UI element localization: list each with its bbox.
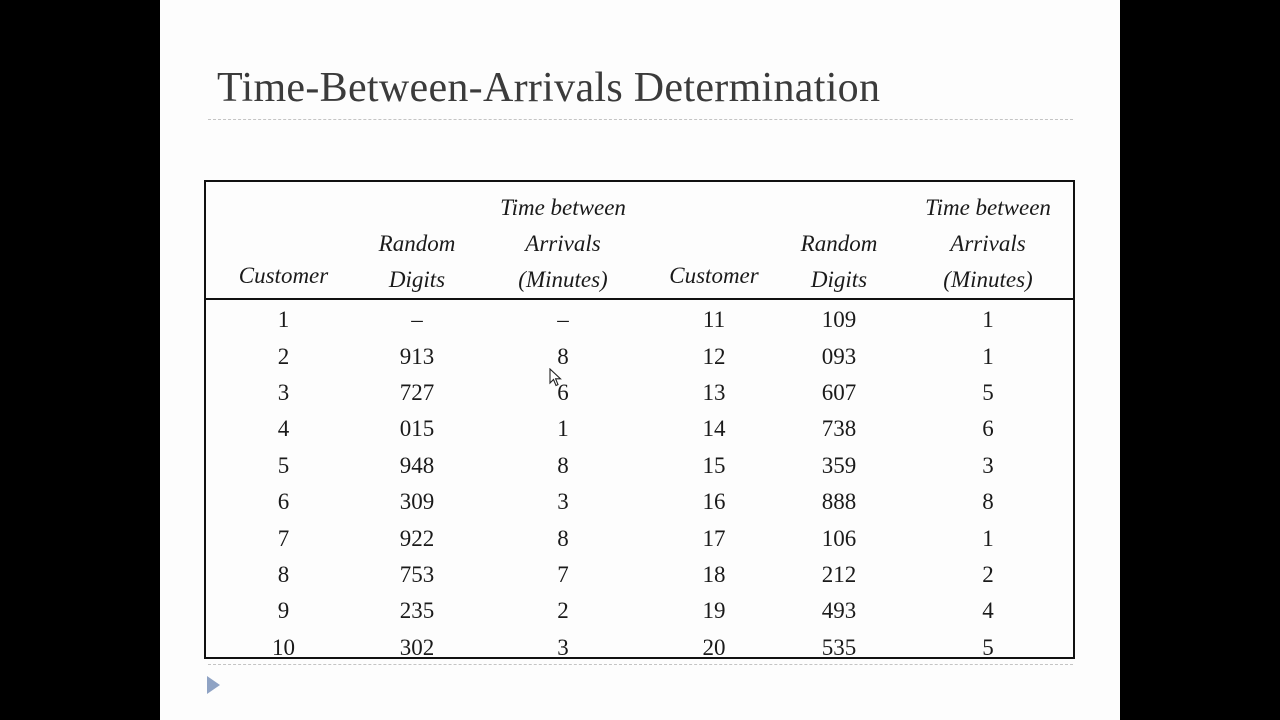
cell-random-digits-right: 359 [821, 452, 857, 478]
table-row [206, 557, 1073, 593]
header-random-digits-right: Random Digits [775, 182, 903, 299]
cell-customer-right: 13 [702, 379, 726, 405]
cell-customer-right: 20 [702, 634, 726, 660]
cell-time-between-arrivals-left: 3 [557, 634, 569, 660]
cell-time-between-arrivals-right: 1 [982, 525, 994, 551]
cell-customer-left: 2 [277, 343, 290, 369]
cell-random-digits-right: 109 [821, 307, 857, 333]
cell-customer-left: 6 [277, 489, 290, 515]
cell-customer-right: 14 [702, 416, 726, 442]
cell-time-between-arrivals-left: 2 [557, 598, 569, 624]
cell-customer-left: 4 [277, 416, 290, 442]
table-row [206, 299, 1073, 338]
header-time-between-left: Time between Arrivals (Minutes) [473, 182, 653, 299]
cell-customer-left: 8 [277, 561, 290, 587]
cell-time-between-arrivals-right: 2 [982, 561, 994, 587]
cell-random-digits-right: 607 [821, 379, 857, 405]
cell-random-digits-left: 727 [399, 379, 435, 405]
cell-random-digits-right: 093 [821, 343, 857, 369]
cell-customer-right: 16 [702, 489, 726, 515]
title-divider [208, 119, 1073, 120]
table-row [206, 375, 1073, 411]
table-row [206, 593, 1073, 629]
cell-customer-left: 9 [277, 598, 290, 624]
slide [160, 0, 1120, 720]
cell-time-between-arrivals-left: 8 [557, 452, 569, 478]
cell-time-between-arrivals-left: 8 [557, 343, 569, 369]
table-row [206, 448, 1073, 484]
cell-time-between-arrivals-right: 6 [982, 416, 994, 442]
header-time-between-right: Time between Arrivals (Minutes) [903, 182, 1073, 299]
cell-customer-left: 10 [272, 634, 295, 660]
cell-random-digits-right: 738 [821, 416, 857, 442]
cell-time-between-arrivals-left: 6 [557, 379, 569, 405]
cell-time-between-arrivals-right: 5 [982, 634, 994, 660]
cell-customer-right: 11 [702, 307, 726, 333]
cell-random-digits-right: 212 [821, 561, 857, 587]
cell-random-digits-right: 106 [821, 525, 857, 551]
cell-random-digits-left: 015 [399, 416, 435, 442]
table-row [206, 630, 1073, 666]
cell-random-digits-right: 535 [821, 634, 857, 660]
arrivals-table-frame [204, 180, 1075, 659]
cell-time-between-arrivals-right: 1 [982, 343, 994, 369]
header-random-digits-left: Random Digits [361, 182, 473, 299]
cell-random-digits-left: 948 [399, 452, 435, 478]
table-header-row [206, 182, 1073, 299]
cell-random-digits-left: 235 [399, 598, 435, 624]
cell-time-between-arrivals-right: 4 [982, 598, 994, 624]
cell-time-between-arrivals-right: 5 [982, 379, 994, 405]
cell-customer-right: 17 [702, 525, 726, 551]
cell-random-digits-left: 309 [399, 489, 435, 515]
table-body [206, 299, 1073, 666]
cell-time-between-arrivals-right: 1 [982, 307, 994, 333]
header-customer-right: Customer [653, 182, 775, 299]
cell-random-digits-left: – [411, 307, 423, 333]
cell-time-between-arrivals-left: 3 [557, 489, 569, 515]
table-row [206, 338, 1073, 374]
cell-customer-right: 15 [702, 452, 726, 478]
cell-customer-right: 19 [702, 598, 726, 624]
cell-random-digits-left: 913 [399, 343, 435, 369]
cell-time-between-arrivals-left: 8 [557, 525, 569, 551]
mouse-pointer-icon [549, 368, 563, 388]
cell-customer-left: 1 [277, 307, 290, 333]
cell-customer-right: 12 [702, 343, 726, 369]
cell-customer-left: 5 [277, 452, 290, 478]
cell-time-between-arrivals-left: – [557, 307, 569, 333]
arrivals-table [206, 182, 1073, 666]
play-triangle-icon[interactable] [207, 676, 220, 694]
table-row [206, 484, 1073, 520]
cell-time-between-arrivals-left: 7 [557, 561, 569, 587]
cell-time-between-arrivals-left: 1 [557, 416, 569, 442]
cell-customer-left: 7 [277, 525, 290, 551]
cell-random-digits-right: 888 [821, 489, 857, 515]
cell-customer-left: 3 [277, 379, 290, 405]
header-customer-left: Customer [206, 182, 361, 299]
table-row [206, 411, 1073, 447]
cell-random-digits-right: 493 [821, 598, 857, 624]
cell-random-digits-left: 302 [399, 634, 435, 660]
footer-divider [208, 664, 1073, 665]
cell-random-digits-left: 753 [399, 561, 435, 587]
slide-title: Time-Between-Arrivals Determination [217, 65, 881, 111]
cell-time-between-arrivals-right: 3 [982, 452, 994, 478]
cell-customer-right: 18 [702, 561, 726, 587]
table-row [206, 520, 1073, 556]
cell-random-digits-left: 922 [399, 525, 435, 551]
cell-time-between-arrivals-right: 8 [982, 489, 994, 515]
